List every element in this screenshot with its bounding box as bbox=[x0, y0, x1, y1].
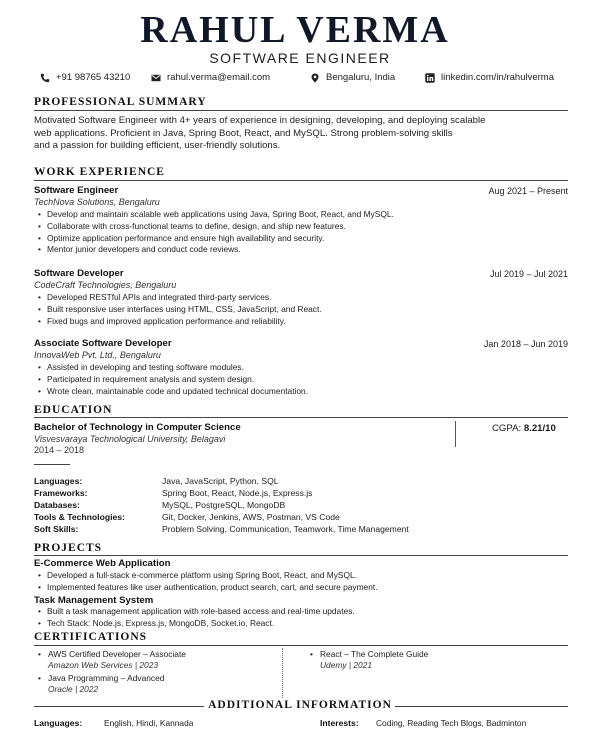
list-item: • Fixed bugs and improved application performance and reliability. bbox=[34, 316, 322, 328]
summary-line: Motivated Software Engineer with 4+ years of experience in designing, developing, and deploying scalable bbox=[34, 115, 486, 126]
job-title-headline: SOFTWARE ENGINEER bbox=[209, 50, 391, 66]
education-degree: Bachelor of Technology in Computer Science bbox=[34, 422, 241, 433]
job-3-bullets bbox=[34, 362, 308, 397]
skill-label: Databases: bbox=[34, 500, 80, 510]
skill-label: Frameworks: bbox=[34, 488, 88, 498]
section-divider bbox=[34, 180, 568, 181]
interests-value: Coding, Reading Tech Blogs, Badminton bbox=[376, 718, 527, 728]
location-text: Bengaluru, India bbox=[326, 72, 396, 83]
job-3-title: Associate Software Developer bbox=[34, 338, 172, 349]
section-heading-summary: PROFESSIONAL SUMMARY bbox=[34, 96, 207, 108]
section-divider bbox=[34, 645, 568, 646]
section-divider bbox=[34, 417, 568, 418]
location-icon bbox=[310, 73, 320, 83]
skill-value: Git, Docker, Jenkins, AWS, Postman, VS Code bbox=[162, 512, 340, 522]
cgpa-value: 8.21/10 bbox=[523, 423, 556, 434]
education-divider bbox=[455, 421, 456, 447]
cert-3-title: • React – The Complete Guide bbox=[320, 649, 428, 659]
skill-label: Languages: bbox=[34, 476, 83, 486]
project-1-title: E-Commerce Web Application bbox=[34, 558, 171, 569]
section-heading-education: EDUCATION bbox=[34, 404, 113, 416]
cgpa-label: CGPA: bbox=[492, 423, 522, 434]
cert-2-issuer: Oracle | 2022 bbox=[48, 684, 99, 694]
list-item: • Implemented features like user authentication, product search, cart, and secure payment. bbox=[34, 582, 378, 594]
list-item: • Tech Stack: Node.js, Express.js, MongoDB, Socket.io, React. bbox=[34, 618, 355, 630]
linkedin-text: linkedin.com/in/rahulverma bbox=[441, 72, 554, 83]
job-3-company: InnovaWeb Pvt. Ltd., Bengaluru bbox=[34, 350, 161, 360]
summary-line: and a passion for building efficient, user-friendly solutions. bbox=[34, 140, 281, 151]
list-item: • Developed RESTful APIs and integrated third-party services. bbox=[34, 292, 322, 304]
list-item: • Assisted in developing and testing software modules. bbox=[34, 362, 308, 374]
skill-value: Spring Boot, React, Node.js, Express.js bbox=[162, 488, 313, 498]
job-2-bullets bbox=[34, 292, 322, 327]
candidate-name: RAHUL VERMA bbox=[140, 9, 450, 51]
education-years: 2014 – 2018 bbox=[34, 445, 85, 455]
list-item: • Collaborate with cross-functional teams to define, design, and ship new features. bbox=[34, 221, 394, 233]
list-item: • Built responsive user interfaces using HTML, CSS, JavaScript, and React. bbox=[34, 304, 322, 316]
list-item: • Develop and maintain scalable web applications using Java, Spring Boot, React, and MySQL. bbox=[34, 209, 394, 221]
section-heading-certifications: CERTIFICATIONS bbox=[34, 631, 148, 643]
email-icon bbox=[151, 73, 161, 83]
list-item: • Developed a full-stack e-commerce platform using Spring Boot, React, and MySQL. bbox=[34, 570, 378, 582]
list-item: • Participated in requirement analysis and system design. bbox=[34, 374, 308, 386]
skill-label: Soft Skills: bbox=[34, 524, 79, 534]
project-2-bullets bbox=[34, 606, 355, 630]
contact-bar bbox=[40, 72, 570, 86]
job-1-title: Software Engineer bbox=[34, 185, 119, 196]
section-heading-additional: ADDITIONAL INFORMATION bbox=[208, 699, 392, 711]
job-2-title: Software Developer bbox=[34, 268, 124, 279]
list-item: • Mentor junior developers and conduct code reviews. bbox=[34, 244, 394, 256]
list-item: • Built a task management application with role-based access and real-time updates. bbox=[34, 606, 355, 618]
skill-value: Java, JavaScript, Python, SQL bbox=[162, 476, 279, 486]
skill-value: MySQL, PostgreSQL, MongoDB bbox=[162, 500, 286, 510]
cert-2-title: • Java Programming – Advanced bbox=[48, 673, 164, 683]
education-school: Visvesvaraya Technological University, Belagavi bbox=[34, 434, 226, 444]
job-1-bullets bbox=[34, 209, 394, 256]
cert-1-issuer: Amazon Web Services | 2023 bbox=[48, 660, 159, 670]
job-3-dates: Jan 2018 – Jun 2019 bbox=[483, 339, 568, 349]
education-cgpa bbox=[492, 423, 556, 434]
skill-value: Problem Solving, Communication, Teamwork, Time Management bbox=[162, 524, 409, 534]
section-divider bbox=[34, 110, 568, 111]
section-divider bbox=[34, 555, 568, 556]
languages-label: Languages: bbox=[34, 718, 83, 728]
section-divider bbox=[395, 706, 568, 707]
interests-label: Interests: bbox=[320, 718, 359, 728]
linkedin-icon bbox=[425, 73, 435, 83]
cert-1-title: • AWS Certified Developer – Associate bbox=[48, 649, 186, 659]
list-item: • Optimize application performance and ensure high availability and security. bbox=[34, 233, 394, 245]
section-heading-experience: WORK EXPERIENCE bbox=[34, 166, 165, 178]
contact-phone bbox=[40, 72, 130, 83]
section-heading-projects: PROJECTS bbox=[34, 542, 103, 554]
project-1-bullets bbox=[34, 570, 378, 594]
job-2-dates: Jul 2019 – Jul 2021 bbox=[489, 269, 568, 279]
job-1-dates: Aug 2021 – Present bbox=[488, 186, 568, 196]
summary-paragraph bbox=[34, 115, 554, 153]
skill-label: Tools & Technologies: bbox=[34, 512, 125, 522]
cert-3-issuer: Udemy | 2021 bbox=[320, 660, 372, 670]
section-divider bbox=[34, 464, 70, 465]
job-2-company: CodeCraft Technologies, Bengaluru bbox=[34, 280, 177, 290]
email-text: rahul.verma@email.com bbox=[167, 72, 271, 83]
languages-value: English, Hindi, Kannada bbox=[104, 718, 194, 728]
phone-icon bbox=[40, 73, 50, 83]
list-item: • Wrote clean, maintainable code and updated technical documentation. bbox=[34, 386, 308, 398]
contact-email[interactable] bbox=[151, 72, 270, 83]
project-2-title: Task Management System bbox=[34, 595, 154, 606]
summary-line: web applications. Proficient in Java, Spring Boot, React, and MySQL. Strong problem-solving skills bbox=[34, 127, 453, 139]
contact-linkedin[interactable] bbox=[425, 72, 554, 83]
contact-location bbox=[310, 72, 395, 83]
job-1-company: TechNova Solutions, Bengaluru bbox=[34, 197, 160, 207]
phone-text: +91 98765 43210 bbox=[56, 72, 131, 83]
certifications-divider bbox=[282, 648, 283, 698]
